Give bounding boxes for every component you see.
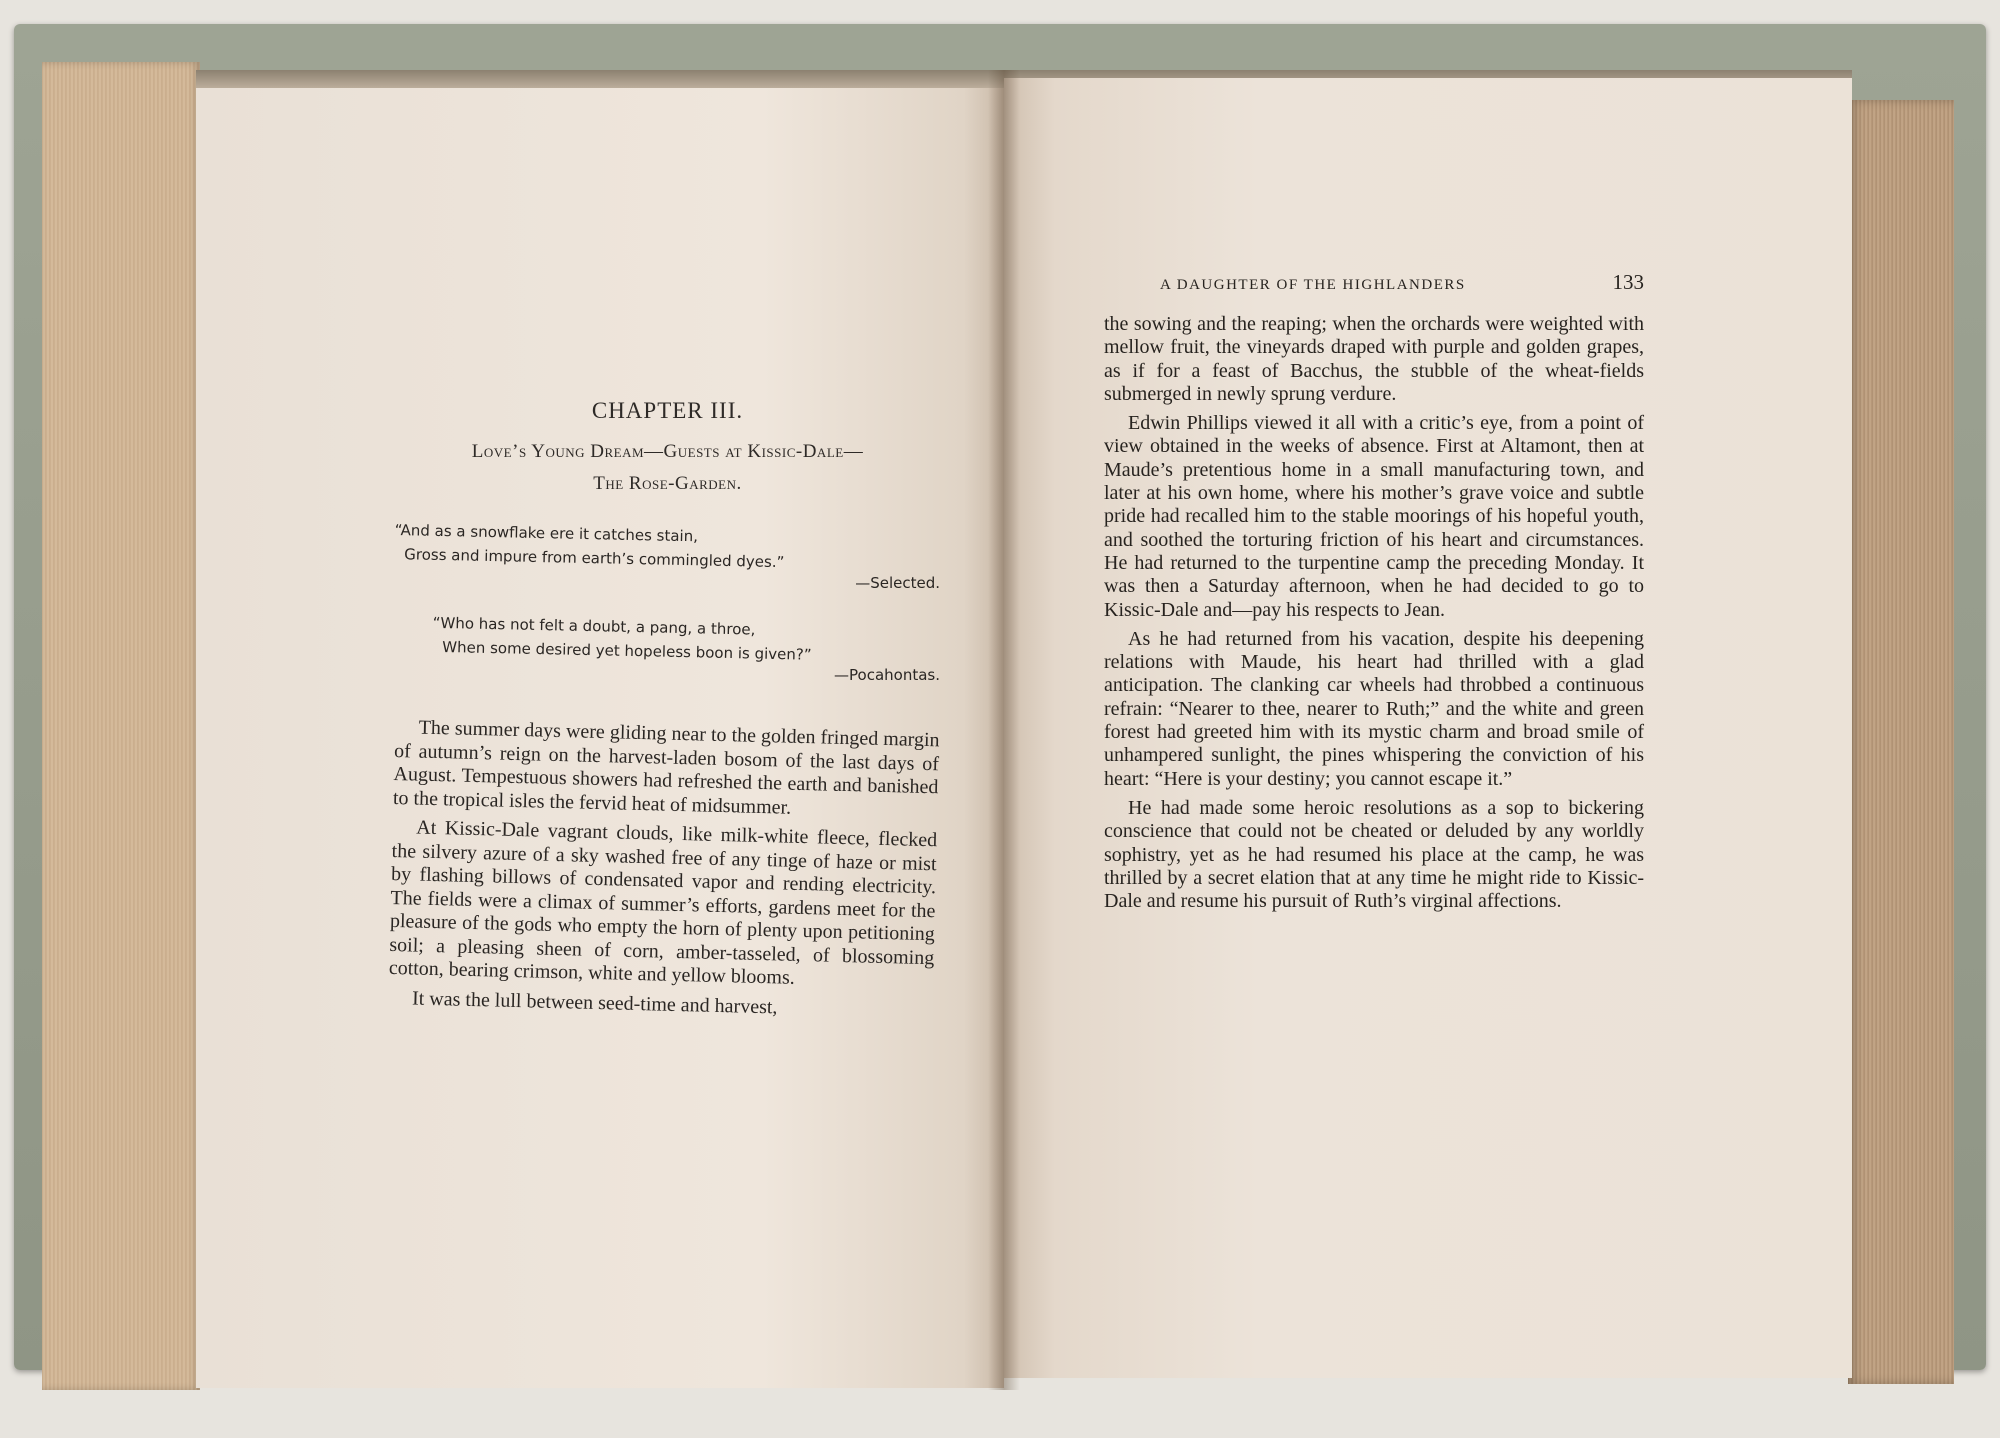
right-page-body xyxy=(1104,313,1644,913)
right-page-content xyxy=(1104,270,1644,919)
running-head-title: A DAUGHTER OF THE HIGHLANDERS xyxy=(1160,277,1466,293)
epigraph-attribution: —Selected. xyxy=(855,574,940,592)
paragraph: the sowing and the reaping; when the orchards were weighted with mellow fruit, the vineyards draped with purple and golden grapes, as if for a feast of Bacchus, the stubble of the wheat-fields submerged in newly sprung verdure. xyxy=(1104,313,1644,405)
epigraph-line: “And as a snowflake ere it catches stain, xyxy=(394,520,699,546)
epigraph xyxy=(394,610,940,669)
chapter-subtitle-line: The Rose-Garden. xyxy=(593,473,742,494)
chapter-subtitle xyxy=(395,436,940,500)
epigraph-line: Gross and impure from earth’s commingled dyes.” xyxy=(404,545,785,572)
paragraph: The summer days were gliding near to the golden fringed margin of autumn’s reign on the harvest-laden bosom of the last days of August. Tempestuous showers had refreshed the earth and banished to the tropical isles the fervid heat of midsummer. xyxy=(392,716,940,819)
page-number: 133 xyxy=(1612,270,1644,294)
running-head xyxy=(1104,270,1644,295)
paragraph: It was the lull between seed-time and harvest, xyxy=(411,987,778,1018)
chapter-heading: CHAPTER III. xyxy=(591,398,744,423)
epigraph-line: “Who has not felt a doubt, a pang, a throe, xyxy=(432,613,756,639)
left-page-body xyxy=(388,716,940,1023)
epigraph-line: When some desired yet hopeless boon is given?” xyxy=(442,637,812,664)
epigraph xyxy=(394,518,940,577)
chapter-subtitle-line: Love’s Young Dream—Guests at Kissic-Dale— xyxy=(471,441,864,462)
page-edges-right xyxy=(1848,100,1954,1384)
paragraph: He had made some heroic resolutions as a sop to bickering conscience that could not be cheated or deluded by any worldly sophistry, yet as he had resumed his place at the camp, he was thrilled by a secret elation that at any time he might ride to Kissic-Dale and resume his pursuit of Ruth’s virginal affections. xyxy=(1104,796,1644,913)
paragraph: At Kissic-Dale vagrant clouds, like milk-white fleece, flecked the silvery azure of a sky washed free of any tinge of haze or mist by flashing billows of condensated vapor and rending electricity. The fields were a climax of summer’s efforts, gardens meet for the pleasure of the gods who empty the horn of plenty upon petitioning soil; a pleasing sheen of corn, amber-tasseled, of blossoming cotton, bearing crimson, white and yellow blooms. xyxy=(388,816,938,989)
paragraph: Edwin Phillips viewed it all with a critic’s eye, from a point of view obtained in the weeks of absence. First at Altamont, then at Maude’s pretentious home in a small manufacturing town, and later at his own home, where his mother’s grave voice and subtle pride had recalled him to the stable moorings of his hopeful youth, and soothed the torturing friction of his heart and circumstances. He had returned to the turpentine camp the preceding Monday. It was then a Saturday afternoon, when he had decided to go to Kissic-Dale and—pay his respects to Jean. xyxy=(1104,412,1644,621)
epigraph-attribution: —Pocahontas. xyxy=(834,666,940,684)
left-page-content xyxy=(388,380,940,1018)
page-edges-left xyxy=(42,62,200,1390)
book-gutter xyxy=(988,70,1020,1390)
paragraph: As he had returned from his vacation, despite his deepening relations with Maude, his heart had thrilled with a glad anticipation. The clanking car wheels had throbbed a continuous refrain: “Nearer to thee, nearer to Ruth;” and the white and green forest had greeted him with its mystic charm and broad smile of unhampered sunlight, the pines whispering the conviction of his heart: “Here is your destiny; you cannot escape it.” xyxy=(1104,627,1644,790)
